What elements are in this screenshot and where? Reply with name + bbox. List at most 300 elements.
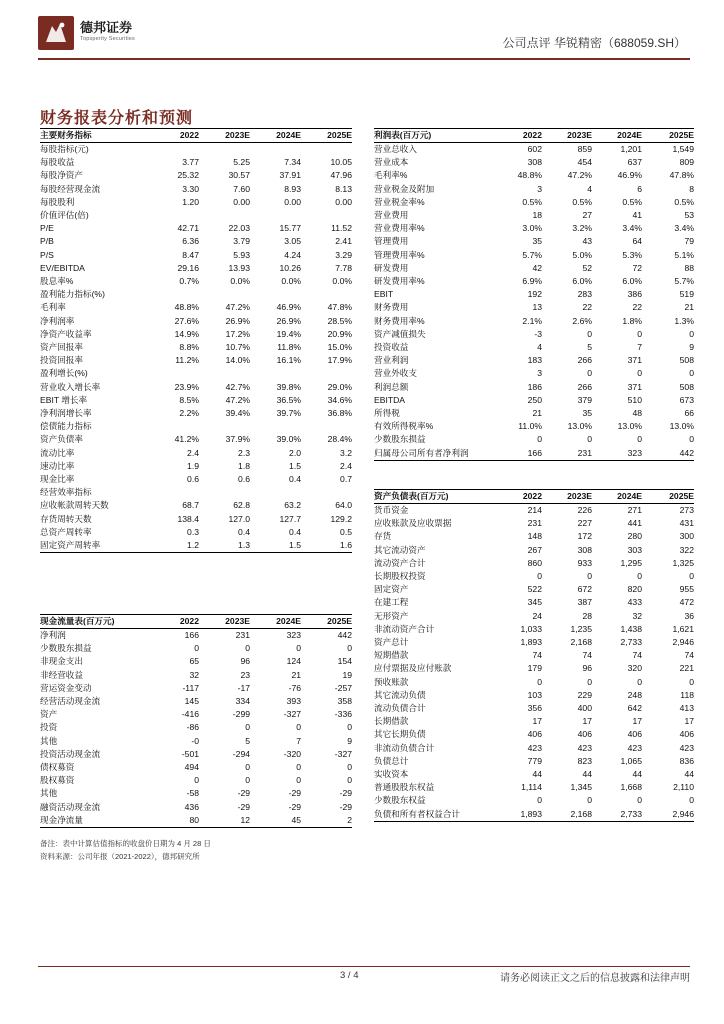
value-cell: 227 bbox=[577, 518, 592, 529]
row-label: 利润总额 bbox=[374, 381, 409, 392]
row-label: 每股收益 bbox=[40, 157, 75, 168]
value-cell: 36 bbox=[684, 610, 694, 621]
row-label: 股息率% bbox=[40, 276, 74, 287]
value-cell: 47.2% bbox=[567, 170, 592, 181]
value-cell: 2,110 bbox=[673, 782, 694, 793]
value-cell: 637 bbox=[627, 157, 642, 168]
value-cell: 0.4 bbox=[289, 474, 301, 485]
value-cell: 303 bbox=[627, 544, 642, 555]
value-cell: 308 bbox=[527, 157, 542, 168]
row-label: 在建工程 bbox=[374, 597, 409, 608]
value-cell: 229 bbox=[577, 689, 592, 700]
row-label: 长期借款 bbox=[374, 716, 409, 727]
value-cell: -29 bbox=[339, 801, 352, 812]
value-cell: 13.0% bbox=[567, 421, 592, 432]
table-row bbox=[40, 761, 352, 774]
value-cell: 18 bbox=[532, 210, 542, 221]
year-header-cell: 2024E bbox=[592, 129, 642, 143]
value-cell: 4 bbox=[537, 342, 542, 353]
value-cell: 88 bbox=[684, 262, 694, 273]
value-cell bbox=[301, 143, 352, 157]
value-cell: 0 bbox=[587, 434, 592, 445]
value-cell: 14.0% bbox=[225, 355, 250, 366]
value-cell: 7 bbox=[296, 735, 301, 746]
row-label: 营业总收入 bbox=[374, 144, 417, 154]
value-cell: 17 bbox=[582, 716, 592, 727]
value-cell: 1.9 bbox=[187, 460, 199, 471]
row-label: 少数股东损益 bbox=[40, 643, 92, 654]
value-cell bbox=[148, 143, 199, 157]
value-cell: 48.8% bbox=[517, 170, 542, 181]
value-cell: 226 bbox=[577, 505, 592, 515]
row-label: 少数股东权益 bbox=[374, 795, 426, 806]
value-cell: 933 bbox=[577, 557, 592, 568]
value-cell: 74 bbox=[632, 650, 642, 661]
value-cell: 0 bbox=[689, 434, 694, 445]
value-cell: 17 bbox=[532, 716, 542, 727]
cashflow-statement-table bbox=[40, 614, 352, 828]
value-cell: 5.7% bbox=[674, 276, 694, 287]
value-cell: 0.7 bbox=[340, 474, 352, 485]
table-row bbox=[40, 629, 352, 643]
value-cell: 44 bbox=[632, 769, 642, 780]
value-cell: 6.0% bbox=[622, 276, 642, 287]
balance-sheet-table bbox=[374, 489, 694, 822]
value-cell: 433 bbox=[627, 597, 642, 608]
table-row bbox=[374, 447, 694, 461]
value-cell: 271 bbox=[627, 505, 642, 515]
row-label: 资产 bbox=[40, 709, 58, 720]
row-label: 每股净资产 bbox=[40, 170, 83, 181]
row-label: P/B bbox=[40, 236, 54, 247]
value-cell: 7.34 bbox=[284, 157, 301, 168]
value-cell: 221 bbox=[679, 663, 694, 674]
value-cell: 1.5 bbox=[289, 460, 301, 471]
value-cell: 454 bbox=[577, 157, 592, 168]
row-label: 应收帐款周转天数 bbox=[40, 500, 109, 511]
value-cell: 1.5 bbox=[250, 539, 301, 553]
value-cell: 3.79 bbox=[233, 236, 250, 247]
value-cell: 5.3% bbox=[622, 249, 642, 260]
row-label: 盈利增长(%) bbox=[40, 368, 88, 379]
value-cell: 1.20 bbox=[182, 196, 199, 207]
value-cell: 0 bbox=[637, 571, 642, 582]
value-cell: 129.2 bbox=[330, 513, 352, 524]
value-cell: 3.29 bbox=[335, 249, 352, 260]
value-cell: 10.26 bbox=[279, 262, 301, 273]
value-cell: 8 bbox=[689, 183, 694, 194]
year-header-cell: 2024E bbox=[250, 129, 301, 143]
value-cell: -29 bbox=[237, 788, 250, 799]
row-label: 流动资产合计 bbox=[374, 557, 426, 568]
value-cell: 0 bbox=[347, 722, 352, 733]
row-label: 营运资金变动 bbox=[40, 682, 92, 693]
value-cell: 441 bbox=[627, 518, 642, 529]
value-cell: 0 bbox=[689, 795, 694, 806]
value-cell: 0 bbox=[587, 328, 592, 339]
value-cell: 47.2% bbox=[225, 302, 250, 313]
value-cell: 39.7% bbox=[276, 408, 301, 419]
value-cell: 1.3% bbox=[674, 315, 694, 326]
table-row bbox=[40, 367, 352, 380]
table-row bbox=[374, 143, 694, 157]
row-label: 营业费用 bbox=[374, 210, 409, 221]
value-cell: 10.05 bbox=[330, 157, 352, 168]
value-cell: 15.77 bbox=[279, 223, 301, 234]
value-cell: -501 bbox=[181, 748, 199, 759]
value-cell: 423 bbox=[527, 742, 542, 753]
value-cell: 0 bbox=[347, 762, 352, 773]
value-cell: 3 bbox=[537, 368, 542, 379]
row-label: 每股经营现金流 bbox=[40, 183, 101, 194]
value-cell: 2 bbox=[301, 814, 352, 828]
value-cell: 65 bbox=[189, 656, 199, 667]
value-cell: 21 bbox=[532, 408, 542, 419]
value-cell: 0.0% bbox=[230, 276, 250, 287]
value-cell: 64 bbox=[632, 236, 642, 247]
value-cell: 5.7% bbox=[522, 249, 542, 260]
table-row bbox=[374, 662, 694, 675]
year-header-cell: 2025E bbox=[642, 129, 694, 143]
value-cell: 0.0% bbox=[332, 276, 352, 287]
row-label: 财务费用 bbox=[374, 302, 409, 313]
value-cell: 1,549 bbox=[672, 144, 694, 154]
table-row bbox=[40, 460, 352, 473]
value-cell: 1.8 bbox=[238, 460, 250, 471]
row-label: 流动负债合计 bbox=[374, 703, 426, 714]
value-cell: 0 bbox=[245, 722, 250, 733]
row-label: 研发费用 bbox=[374, 262, 409, 273]
table-row bbox=[374, 570, 694, 583]
value-cell: 74 bbox=[532, 650, 542, 661]
row-label: 无形资产 bbox=[374, 610, 409, 621]
value-cell: 42.7% bbox=[225, 381, 250, 392]
value-cell bbox=[199, 143, 250, 157]
value-cell: 494 bbox=[184, 762, 199, 773]
table-title-cell: 利润表(百万元) bbox=[374, 129, 494, 143]
value-cell: -76 bbox=[288, 682, 301, 693]
row-label: 净利润 bbox=[40, 630, 66, 640]
table-row bbox=[374, 530, 694, 543]
year-header-cell: 2024E bbox=[592, 490, 642, 504]
value-cell: -3 bbox=[534, 328, 542, 339]
value-cell: 508 bbox=[679, 355, 694, 366]
value-cell: 34.6% bbox=[327, 394, 352, 405]
table-row bbox=[374, 249, 694, 262]
value-cell: 45 bbox=[250, 814, 301, 828]
row-label: EBIT 增长率 bbox=[40, 394, 88, 405]
value-cell: 66 bbox=[684, 408, 694, 419]
row-label: 总资产周转率 bbox=[40, 526, 92, 537]
value-cell: 32 bbox=[632, 610, 642, 621]
table-row bbox=[40, 156, 352, 169]
value-cell: 64.0 bbox=[335, 500, 352, 511]
value-cell: 0.6 bbox=[187, 474, 199, 485]
value-cell: 183 bbox=[527, 355, 542, 366]
value-cell: 80 bbox=[148, 814, 199, 828]
value-cell: 8.5% bbox=[179, 394, 199, 405]
value-cell: 3.4% bbox=[674, 223, 694, 234]
value-cell: 1.8% bbox=[622, 315, 642, 326]
header-divider bbox=[38, 58, 690, 60]
row-label: 每股股利 bbox=[40, 196, 75, 207]
value-cell: 0 bbox=[245, 775, 250, 786]
value-cell: 17.9% bbox=[327, 355, 352, 366]
row-label: 股权募资 bbox=[40, 775, 75, 786]
value-cell: 1,201 bbox=[620, 144, 642, 154]
value-cell: 673 bbox=[679, 394, 694, 405]
table-row bbox=[374, 275, 694, 288]
table-row bbox=[374, 504, 694, 518]
value-cell: 127.7 bbox=[279, 513, 301, 524]
value-cell: 0.5% bbox=[674, 196, 694, 207]
table-row bbox=[40, 209, 352, 222]
value-cell: 42.71 bbox=[177, 223, 199, 234]
table-row bbox=[374, 354, 694, 367]
row-label: 资产回报率 bbox=[40, 342, 83, 353]
table-row bbox=[40, 288, 352, 301]
row-label: 债权募资 bbox=[40, 762, 75, 773]
value-cell: 1,033 bbox=[520, 623, 542, 634]
table-row bbox=[40, 814, 352, 828]
table-row bbox=[374, 583, 694, 596]
year-header-cell: 2025E bbox=[301, 129, 352, 143]
value-cell: 0 bbox=[537, 795, 542, 806]
value-cell: 0 bbox=[689, 676, 694, 687]
table-row bbox=[40, 275, 352, 288]
value-cell: 35 bbox=[582, 408, 592, 419]
row-label: 其它流动负债 bbox=[374, 689, 426, 700]
value-cell: 823 bbox=[577, 755, 592, 766]
value-cell: 5.25 bbox=[233, 157, 250, 168]
value-cell: 386 bbox=[627, 289, 642, 300]
table-row bbox=[40, 407, 352, 420]
table-row bbox=[40, 447, 352, 460]
value-cell: 393 bbox=[286, 696, 301, 707]
value-cell: 145 bbox=[184, 696, 199, 707]
value-cell bbox=[250, 288, 301, 301]
value-cell: -299 bbox=[232, 709, 250, 720]
value-cell: 3 bbox=[537, 183, 542, 194]
value-cell: 2.41 bbox=[335, 236, 352, 247]
row-label: 货币资金 bbox=[374, 505, 409, 515]
table-row bbox=[40, 539, 352, 553]
value-cell: 9 bbox=[347, 735, 352, 746]
row-label: 偿债能力指标 bbox=[40, 421, 92, 432]
value-cell: -0 bbox=[191, 735, 199, 746]
row-label: 负债和所有者权益合计 bbox=[374, 808, 494, 822]
value-cell: 3.2 bbox=[340, 447, 352, 458]
value-cell: 29.0% bbox=[327, 381, 352, 392]
table-header-row bbox=[374, 490, 694, 504]
table-row bbox=[40, 301, 352, 314]
value-cell: 0 bbox=[689, 328, 694, 339]
value-cell: 231 bbox=[542, 447, 592, 461]
value-cell: 154 bbox=[337, 656, 352, 667]
table-row bbox=[40, 655, 352, 668]
value-cell: 0 bbox=[637, 676, 642, 687]
value-cell: 41.2% bbox=[174, 434, 199, 445]
table-row bbox=[374, 407, 694, 420]
value-cell: 22 bbox=[632, 302, 642, 313]
value-cell: 2,946 bbox=[672, 637, 694, 648]
table-row bbox=[40, 381, 352, 394]
table-row bbox=[374, 517, 694, 530]
row-label: 资产总计 bbox=[374, 637, 409, 648]
table-row bbox=[40, 341, 352, 354]
value-cell: 0 bbox=[637, 795, 642, 806]
value-cell: 308 bbox=[577, 544, 592, 555]
value-cell bbox=[301, 420, 352, 433]
value-cell: 28 bbox=[582, 610, 592, 621]
value-cell: 2,733 bbox=[620, 637, 642, 648]
value-cell: 436 bbox=[184, 801, 199, 812]
value-cell: 8.8% bbox=[179, 342, 199, 353]
value-cell: 11.0% bbox=[518, 421, 542, 432]
value-cell: 0.5 bbox=[340, 526, 352, 537]
table-row bbox=[40, 249, 352, 262]
value-cell bbox=[250, 486, 301, 499]
value-cell: 0.00 bbox=[233, 196, 250, 207]
row-label: 应收账款及应收票据 bbox=[374, 518, 452, 529]
row-label: 其它长期负债 bbox=[374, 729, 426, 740]
value-cell bbox=[199, 486, 250, 499]
value-cell: 19 bbox=[342, 669, 352, 680]
row-label: P/E bbox=[40, 223, 54, 234]
value-cell: 0 bbox=[296, 722, 301, 733]
row-label: 营业成本 bbox=[374, 157, 409, 168]
value-cell: 231 bbox=[527, 518, 542, 529]
value-cell: 1,235 bbox=[570, 623, 592, 634]
row-label: P/S bbox=[40, 249, 54, 260]
value-cell: 955 bbox=[679, 584, 694, 595]
table-title-cell: 资产负债表(百万元) bbox=[374, 490, 494, 504]
value-cell: 25.32 bbox=[177, 170, 199, 181]
value-cell: 22.03 bbox=[228, 223, 250, 234]
row-label: 所得税 bbox=[374, 408, 400, 419]
table-row bbox=[374, 341, 694, 354]
value-cell: 1,325 bbox=[672, 557, 694, 568]
value-cell: 53 bbox=[684, 210, 694, 221]
table-row bbox=[40, 262, 352, 275]
table-row bbox=[374, 328, 694, 341]
page-number: 3 / 4 bbox=[340, 970, 359, 981]
value-cell: 1,893 bbox=[520, 637, 542, 648]
value-cell bbox=[301, 486, 352, 499]
value-cell: 27.6% bbox=[174, 315, 199, 326]
value-cell bbox=[301, 288, 352, 301]
value-cell: 266 bbox=[577, 355, 592, 366]
value-cell: 37.91 bbox=[279, 170, 301, 181]
row-label: 营业利润 bbox=[374, 355, 409, 366]
table-row bbox=[374, 367, 694, 380]
table-row bbox=[374, 381, 694, 394]
value-cell: 3.30 bbox=[182, 183, 199, 194]
row-label: 非经营收益 bbox=[40, 669, 83, 680]
row-label: EBITDA bbox=[374, 394, 406, 405]
row-label: 长期股权投资 bbox=[374, 571, 426, 582]
table-row bbox=[374, 301, 694, 314]
brand-name: 德邦证券 bbox=[80, 20, 133, 35]
table-row bbox=[40, 486, 352, 499]
table-row bbox=[374, 715, 694, 728]
table-row bbox=[374, 623, 694, 636]
report-tag: 公司点评 华锐精密（688059.SH） bbox=[502, 36, 686, 50]
value-cell: -17 bbox=[237, 682, 250, 693]
table-row bbox=[374, 808, 694, 822]
value-cell: 7.78 bbox=[335, 262, 352, 273]
table-row bbox=[40, 394, 352, 407]
value-cell: -58 bbox=[186, 788, 199, 799]
value-cell: 138.4 bbox=[177, 513, 199, 524]
value-cell: 300 bbox=[679, 531, 694, 542]
row-label: 研发费用率% bbox=[374, 276, 425, 287]
row-label: 毛利率% bbox=[374, 170, 408, 181]
row-label: 营业外收支 bbox=[374, 368, 417, 379]
value-cell: 2,733 bbox=[592, 808, 642, 822]
value-cell: 4.24 bbox=[284, 249, 301, 260]
value-cell: 19.4% bbox=[276, 328, 301, 339]
value-cell: 21 bbox=[684, 302, 694, 313]
value-cell bbox=[199, 209, 250, 222]
value-cell: 431 bbox=[679, 518, 694, 529]
table-row bbox=[374, 420, 694, 433]
value-cell: 0.00 bbox=[284, 196, 301, 207]
value-cell: 1,114 bbox=[521, 782, 542, 793]
value-cell: 280 bbox=[627, 531, 642, 542]
value-cell: 1,621 bbox=[672, 623, 694, 634]
value-cell: 387 bbox=[577, 597, 592, 608]
value-cell: 13.93 bbox=[228, 262, 250, 273]
row-label: 投资收益 bbox=[374, 342, 409, 353]
value-cell: 30.57 bbox=[228, 170, 250, 181]
value-cell: 356 bbox=[527, 703, 542, 714]
table-header-row bbox=[374, 129, 694, 143]
table-row bbox=[374, 394, 694, 407]
value-cell: 283 bbox=[577, 289, 592, 300]
table-row bbox=[374, 288, 694, 301]
value-cell: 103 bbox=[527, 689, 542, 700]
value-cell bbox=[250, 209, 301, 222]
table-row bbox=[40, 499, 352, 512]
row-label: 投资活动现金流 bbox=[40, 748, 101, 759]
table-row bbox=[40, 526, 352, 539]
value-cell: -29 bbox=[288, 801, 301, 812]
value-cell: 0 bbox=[587, 368, 592, 379]
row-label: 速动比率 bbox=[40, 460, 75, 471]
row-label: 资产负债率 bbox=[40, 434, 83, 445]
value-cell: -327 bbox=[334, 748, 352, 759]
value-cell: 5 bbox=[245, 735, 250, 746]
value-cell: 118 bbox=[680, 689, 694, 700]
value-cell: 5 bbox=[587, 342, 592, 353]
table-row bbox=[40, 354, 352, 367]
table-row bbox=[40, 473, 352, 486]
table-row bbox=[374, 262, 694, 275]
value-cell bbox=[148, 420, 199, 433]
value-cell: 508 bbox=[679, 381, 694, 392]
value-cell: 642 bbox=[627, 703, 642, 714]
value-cell: 423 bbox=[577, 742, 592, 753]
value-cell: 2.3 bbox=[238, 447, 250, 458]
table-row bbox=[374, 196, 694, 209]
value-cell: 0 bbox=[587, 676, 592, 687]
value-cell: 96 bbox=[582, 663, 592, 674]
value-cell: 0.4 bbox=[289, 526, 301, 537]
table-row bbox=[40, 235, 352, 248]
table-title-cell: 主要财务指标 bbox=[40, 129, 148, 143]
row-label: 盈利能力指标(%) bbox=[40, 289, 105, 300]
